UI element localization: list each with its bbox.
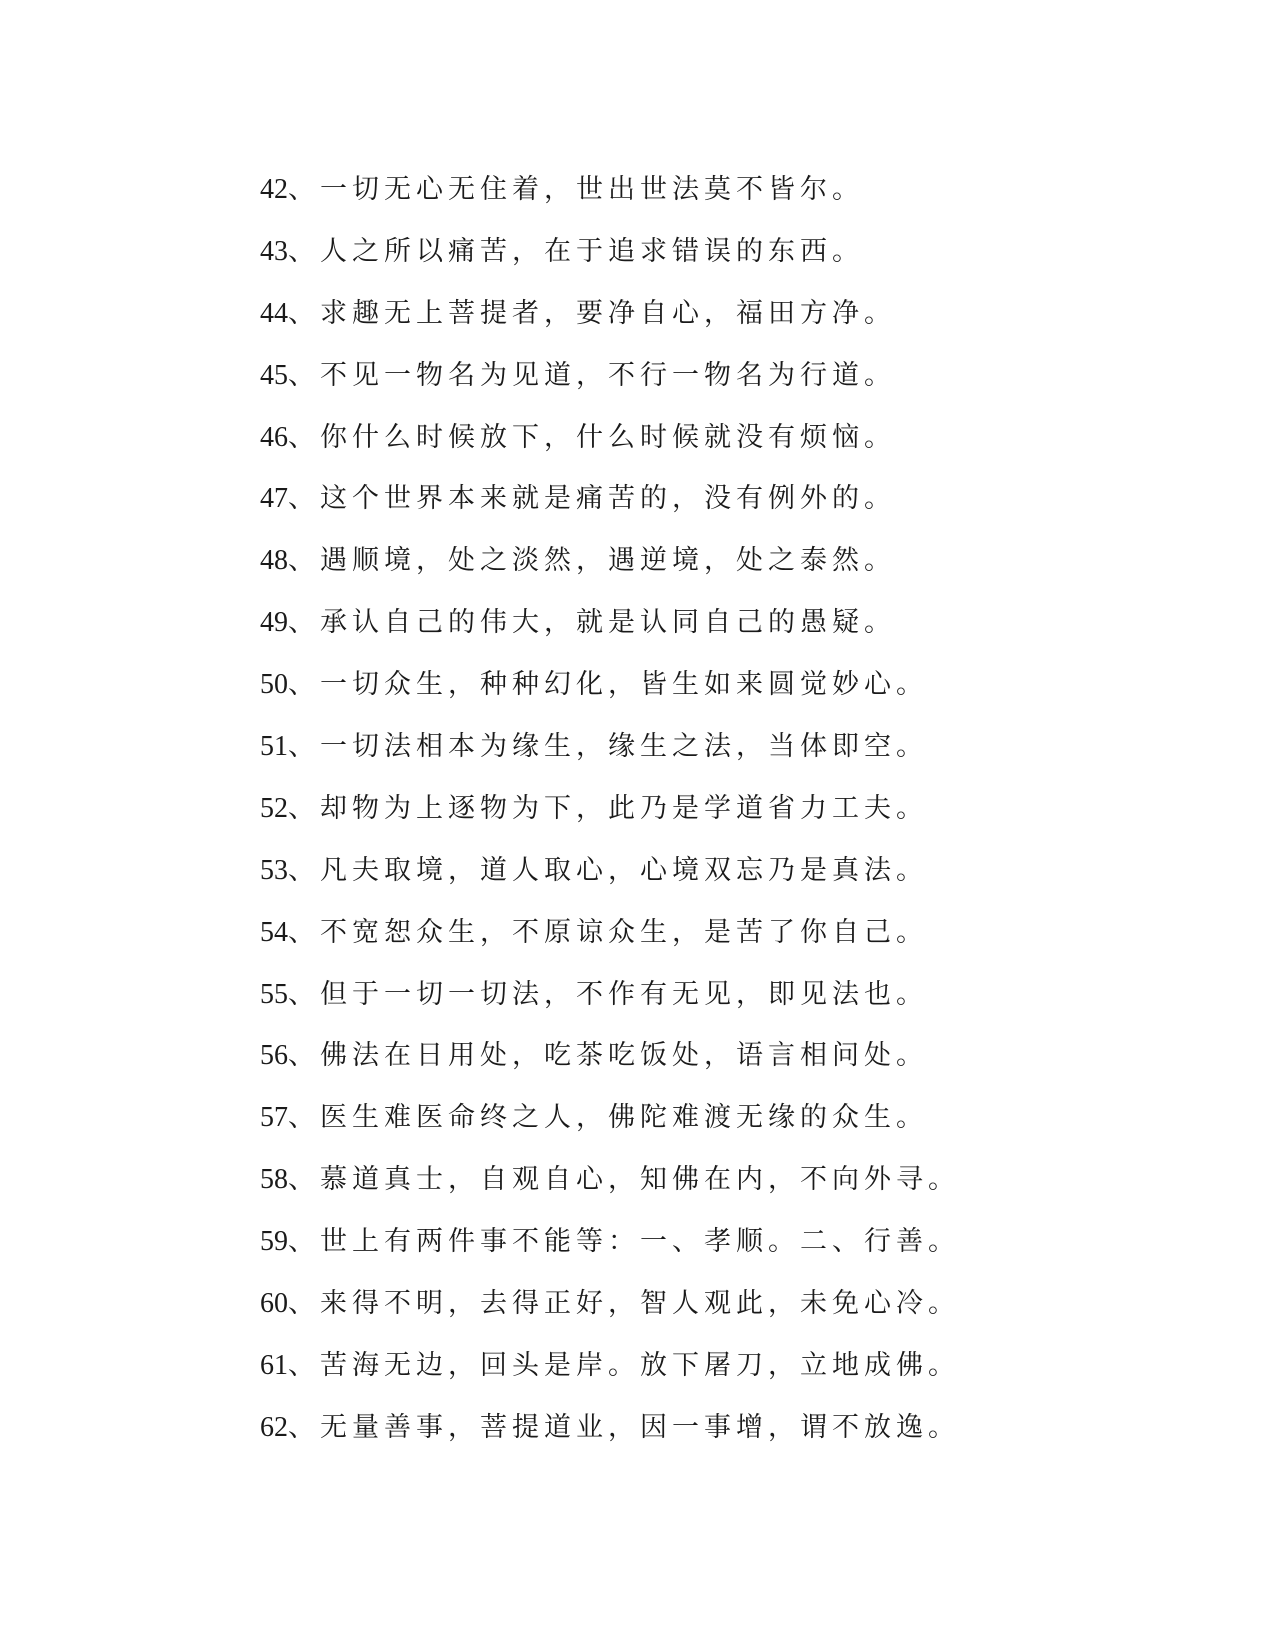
quote-text: 、一切法相本为缘生，缘生之法，当体即空。	[288, 731, 928, 763]
quote-text: 、却物为上逐物为下，此乃是学道省力工夫。	[288, 792, 928, 824]
quote-number: 45	[260, 359, 288, 391]
quote-number: 58	[260, 1164, 288, 1196]
quote-number: 54	[260, 916, 288, 948]
quote-number: 61	[260, 1349, 288, 1381]
quote-line	[260, 1342, 1260, 1404]
quote-number: 55	[260, 978, 288, 1010]
quote-text: 、求趣无上菩提者，要净自心，福田方净。	[288, 297, 896, 329]
quote-line	[260, 414, 1260, 476]
quote-text: 、佛法在日用处，吃茶吃饭处，语言相问处。	[288, 1040, 928, 1072]
quote-text: 、医生难医命终之人，佛陀难渡无缘的众生。	[288, 1102, 928, 1134]
quote-text: 、承认自己的伟大，就是认同自己的愚疑。	[288, 607, 896, 639]
quote-number: 51	[260, 731, 288, 763]
quote-text: 、你什么时候放下，什么时候就没有烦恼。	[288, 421, 896, 453]
quote-line	[260, 166, 1260, 228]
quote-list	[260, 166, 1260, 1466]
quote-line	[260, 909, 1260, 971]
quote-line	[260, 847, 1260, 909]
quote-line	[260, 475, 1260, 537]
quote-text: 、无量善事，菩提道业，因一事增，谓不放逸。	[288, 1411, 960, 1443]
quote-line	[260, 290, 1260, 352]
quote-text: 、来得不明，去得正好，智人观此，未免心冷。	[288, 1288, 960, 1320]
quote-text: 、一切无心无住着，世出世法莫不皆尔。	[288, 174, 864, 205]
quote-text: 、慕道真士，自观自心，知佛在内，不向外寻。	[288, 1164, 960, 1196]
quote-number: 42	[260, 174, 288, 205]
quote-number: 49	[260, 607, 288, 639]
quote-number: 48	[260, 545, 288, 577]
quote-number: 44	[260, 297, 288, 329]
quote-text: 、遇顺境，处之淡然，遇逆境，处之泰然。	[288, 545, 896, 577]
quote-line	[260, 723, 1260, 785]
quote-text: 、但于一切一切法，不作有无见，即见法也。	[288, 978, 928, 1010]
quote-line	[260, 1280, 1260, 1342]
quote-text: 、这个世界本来就是痛苦的，没有例外的。	[288, 483, 896, 515]
quote-number: 46	[260, 421, 288, 453]
quote-number: 52	[260, 792, 288, 824]
quote-line	[260, 352, 1260, 414]
quote-text: 、苦海无边，回头是岸。放下屠刀，立地成佛。	[288, 1349, 960, 1381]
quote-number: 53	[260, 854, 288, 886]
quote-number: 47	[260, 483, 288, 515]
quote-line	[260, 1156, 1260, 1218]
quote-line	[260, 971, 1260, 1033]
quote-text: 、世上有两件事不能等：一、孝顺。二、行善。	[288, 1226, 960, 1258]
quote-number: 62	[260, 1411, 288, 1443]
quote-line	[260, 1218, 1260, 1280]
quote-line	[260, 1094, 1260, 1156]
quote-text: 、不见一物名为见道，不行一物名为行道。	[288, 359, 896, 391]
quote-line	[260, 661, 1260, 723]
quote-number: 57	[260, 1102, 288, 1134]
quote-text: 、一切众生，种种幻化，皆生如来圆觉妙心。	[288, 669, 928, 701]
quote-line	[260, 785, 1260, 847]
quote-number: 60	[260, 1288, 288, 1320]
quote-line	[260, 228, 1260, 290]
quote-number: 43	[260, 235, 288, 267]
quote-number: 59	[260, 1226, 288, 1258]
quote-line	[260, 1032, 1260, 1094]
quote-text: 、人之所以痛苦，在于追求错误的东西。	[288, 235, 864, 267]
quote-number: 56	[260, 1040, 288, 1072]
quote-line	[260, 1404, 1260, 1466]
quote-line	[260, 599, 1260, 661]
quote-line	[260, 537, 1260, 599]
quote-text: 、不宽恕众生，不原谅众生，是苦了你自己。	[288, 916, 928, 948]
quote-number: 50	[260, 669, 288, 701]
quote-text: 、凡夫取境，道人取心，心境双忘乃是真法。	[288, 854, 928, 886]
